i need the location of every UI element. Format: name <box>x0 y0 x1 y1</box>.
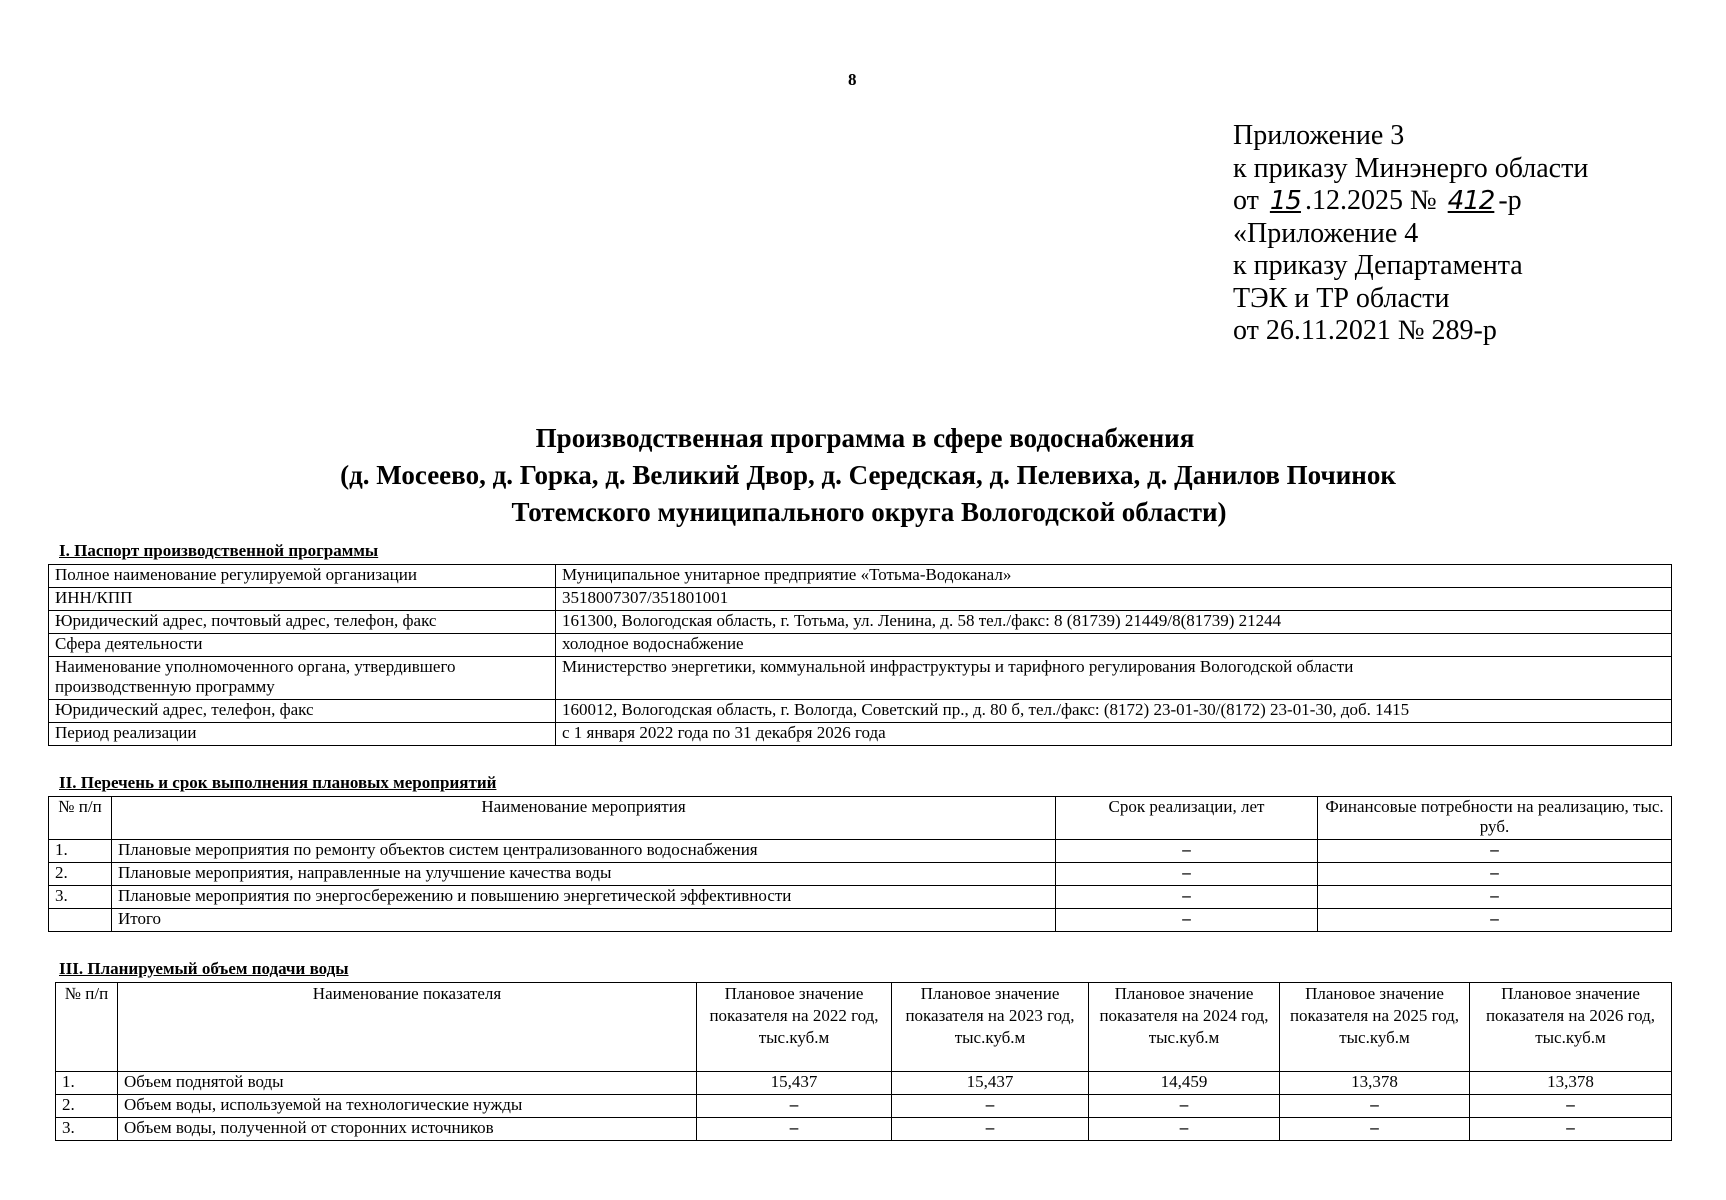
cell-name: Плановые мероприятия по энергосбережению и повышению энергетической эффективности <box>112 886 1056 909</box>
cell-name: Плановые мероприятия, направленные на улучшение качества воды <box>112 863 1056 886</box>
title-line: (д. Мосеево, д. Горка, д. Великий Двор, д. Середская, д. Пелевиха, д. Данилов Починок <box>340 460 1396 490</box>
cell-term: – <box>1056 863 1318 886</box>
table-cell-value: 161300, Вологодская область, г. Тотьма, ул. Ленина, д. 58 тел./факс: 8 (81739) 21449/8(81739) 21244 <box>556 611 1672 634</box>
appendix-line: Приложение 3 <box>1233 120 1405 151</box>
header-2024: Плановое значение показателя на 2024 год, тыс.куб.м <box>1089 983 1280 1072</box>
cell-2025: 13,378 <box>1280 1072 1470 1095</box>
header-2025: Плановое значение показателя на 2025 год, тыс.куб.м <box>1280 983 1470 1072</box>
table-row <box>49 886 1672 909</box>
cell-num: 1. <box>56 1072 118 1095</box>
section-heading-water-supply: III. Планируемый объем подачи воды <box>59 959 349 978</box>
passport-table <box>48 564 1672 746</box>
title-line: Тотемского муниципального округа Вологодской области) <box>511 497 1227 527</box>
table-header-row <box>56 983 1672 1072</box>
cell-finance: – <box>1318 909 1672 932</box>
table-row <box>49 611 1672 634</box>
table-row <box>49 723 1672 746</box>
cell-name: Объем воды, используемой на технологические нужды <box>118 1095 697 1118</box>
cell-2026: 13,378 <box>1470 1072 1672 1095</box>
cell-2024: 14,459 <box>1089 1072 1280 1095</box>
table-row <box>56 1095 1672 1118</box>
header-num: № п/п <box>56 983 118 1072</box>
appendix-order-line <box>1233 185 1588 218</box>
table-row <box>49 588 1672 611</box>
document-title <box>0 420 1726 531</box>
header-term: Срок реализации, лет <box>1056 797 1318 840</box>
header-name: Наименование показателя <box>118 983 697 1072</box>
cell-name: Плановые мероприятия по ремонту объектов систем централизованного водоснабжения <box>112 840 1056 863</box>
cell-2023: – <box>892 1095 1089 1118</box>
cell-finance: – <box>1318 840 1672 863</box>
cell-name: Объем воды, полученной от сторонних источников <box>118 1118 697 1141</box>
header-name: Наименование мероприятия <box>112 797 1056 840</box>
header-2026: Плановое значение показателя на 2026 год, тыс.куб.м <box>1470 983 1672 1072</box>
header-num: № п/п <box>49 797 112 840</box>
table-cell-value: Муниципальное унитарное предприятие «Тотьма-Водоканал» <box>556 565 1672 588</box>
cell-2022: 15,437 <box>697 1072 892 1095</box>
appendix-line: ТЭК и ТР области <box>1233 282 1450 314</box>
table-cell-value: 3518007307/351801001 <box>556 588 1672 611</box>
cell-2023: – <box>892 1118 1089 1141</box>
cell-2022: – <box>697 1095 892 1118</box>
cell-num: 3. <box>56 1118 118 1141</box>
cell-num: 2. <box>49 863 112 886</box>
appendix-text: -р <box>1498 185 1522 216</box>
appendix-line: к приказу Минэнерго области <box>1233 152 1589 184</box>
cell-2025: – <box>1280 1095 1470 1118</box>
table-row <box>49 634 1672 657</box>
title-line: Производственная программа в сфере водоснабжения <box>535 423 1195 453</box>
table-cell-value: с 1 января 2022 года по 31 декабря 2026 года <box>556 723 1672 746</box>
table-row-total <box>49 909 1672 932</box>
appendix-text: от <box>1233 185 1259 216</box>
header-2022: Плановое значение показателя на 2022 год, тыс.куб.м <box>697 983 892 1072</box>
cell-2026: – <box>1470 1095 1672 1118</box>
header-finance: Финансовые потребности на реализацию, тыс. руб. <box>1318 797 1672 840</box>
cell-term: – <box>1056 840 1318 863</box>
table-row <box>49 565 1672 588</box>
cell-num: 2. <box>56 1095 118 1118</box>
cell-2025: – <box>1280 1118 1470 1141</box>
cell-finance: – <box>1318 886 1672 909</box>
measures-table <box>48 796 1672 932</box>
appendix-line: от 26.11.2021 № 289-р <box>1233 315 1497 346</box>
cell-term: – <box>1056 909 1318 932</box>
cell-name: Объем поднятой воды <box>118 1072 697 1095</box>
page-number: 8 <box>848 70 857 89</box>
appendix-block <box>1233 120 1588 348</box>
cell-num: 3. <box>49 886 112 909</box>
table-cell-value: Министерство энергетики, коммунальной инфраструктуры и тарифного регулирования Вологодской области <box>556 657 1672 700</box>
table-row <box>49 700 1672 723</box>
appendix-line: «Приложение 4 <box>1233 217 1419 249</box>
appendix-line: к приказу Департамента <box>1233 250 1523 281</box>
water-supply-table <box>55 982 1672 1141</box>
section-heading-passport: I. Паспорт производственной программы <box>59 541 379 560</box>
table-row <box>49 657 1672 700</box>
table-cell-label: Сфера деятельности <box>49 634 556 657</box>
handwritten-number: 412 <box>1447 186 1495 216</box>
table-row <box>49 840 1672 863</box>
table-cell-label: Полное наименование регулируемой организации <box>49 565 556 588</box>
cell-num: 1. <box>49 840 112 863</box>
cell-2023: 15,437 <box>892 1072 1089 1095</box>
cell-2022: – <box>697 1118 892 1141</box>
table-row <box>56 1072 1672 1095</box>
cell-2026: – <box>1470 1118 1672 1141</box>
table-cell-label: Юридический адрес, почтовый адрес, телефон, факс <box>49 611 556 634</box>
cell-2024: – <box>1089 1095 1280 1118</box>
table-cell-value: холодное водоснабжение <box>556 634 1672 657</box>
cell-term: – <box>1056 886 1318 909</box>
cell-name: Итого <box>112 909 1056 932</box>
header-2023: Плановое значение показателя на 2023 год, тыс.куб.м <box>892 983 1089 1072</box>
handwritten-day: 15 <box>1269 186 1301 216</box>
table-cell-value: 160012, Вологодская область, г. Вологда, Советский пр., д. 80 б, тел./факс: (8172) 23-01-30/(8172) 23-01-30, доб. 1415 <box>556 700 1672 723</box>
section-heading-measures: II. Перечень и срок выполнения плановых мероприятий <box>59 773 497 792</box>
appendix-text: .12.2025 № <box>1304 185 1437 216</box>
cell-finance: – <box>1318 863 1672 886</box>
table-row <box>56 1118 1672 1141</box>
cell-num <box>49 909 112 932</box>
cell-2024: – <box>1089 1118 1280 1141</box>
table-cell-label: Наименование уполномоченного органа, утвердившего производственную программу <box>49 657 556 700</box>
table-row <box>49 863 1672 886</box>
table-header-row <box>49 797 1672 840</box>
table-cell-label: Юридический адрес, телефон, факс <box>49 700 556 723</box>
table-cell-label: ИНН/КПП <box>49 588 556 611</box>
table-cell-label: Период реализации <box>49 723 556 746</box>
